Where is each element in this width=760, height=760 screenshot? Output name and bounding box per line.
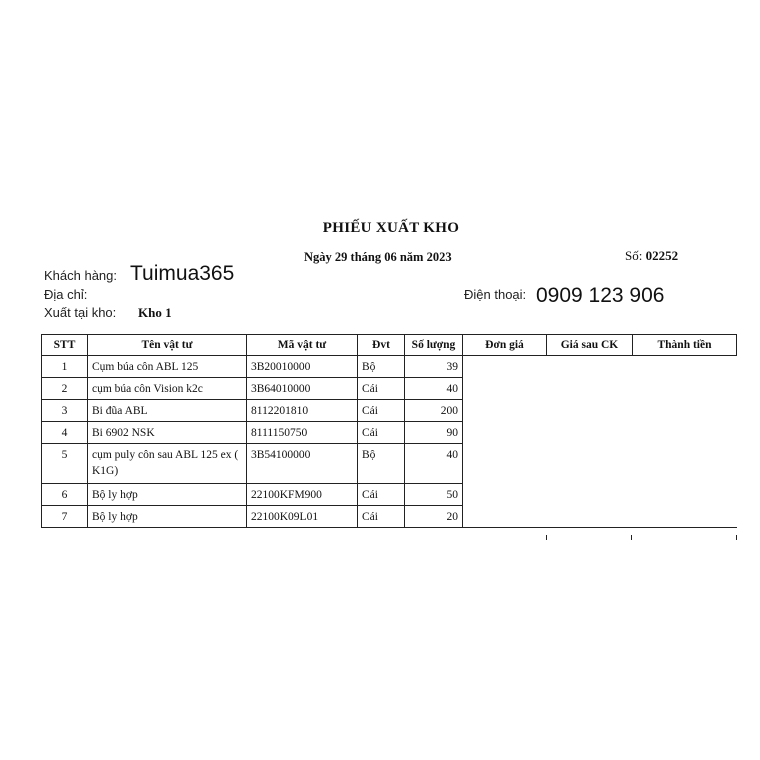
cell-price	[463, 444, 547, 484]
cell-discount-price	[547, 378, 633, 400]
cell-code: 8111150750	[247, 422, 358, 444]
cell-qty: 200	[405, 400, 463, 422]
column-tick-mark	[546, 535, 547, 540]
table-row	[42, 484, 737, 506]
header-total: Thành tiền	[633, 335, 737, 356]
header-name: Tên vật tư	[88, 335, 247, 356]
cell-stt: 7	[42, 506, 88, 528]
header-code: Mã vật tư	[247, 335, 358, 356]
cell-discount-price	[547, 400, 633, 422]
cell-code: 3B54100000	[247, 444, 358, 484]
cell-name: Bi 6902 NSK	[88, 422, 247, 444]
cell-price	[463, 484, 547, 506]
cell-discount-price	[547, 444, 633, 484]
cell-price	[463, 400, 547, 422]
items-table	[41, 334, 737, 528]
column-tick-mark	[631, 535, 632, 540]
cell-price	[463, 378, 547, 400]
cell-total	[633, 400, 737, 422]
address-label: Địa chỉ:	[44, 287, 88, 302]
cell-name: Bộ ly hợp	[88, 506, 247, 528]
document-number-label: Số:	[625, 248, 643, 263]
cell-total	[633, 356, 737, 378]
cell-stt: 1	[42, 356, 88, 378]
cell-total	[633, 506, 737, 528]
warehouse-label: Xuất tại kho:	[44, 305, 117, 320]
document-number-value: 02252	[645, 248, 679, 263]
table-row	[42, 506, 737, 528]
cell-unit: Cái	[358, 378, 405, 400]
header-qty: Số lượng	[405, 335, 463, 356]
cell-total	[633, 444, 737, 484]
cell-stt: 2	[42, 378, 88, 400]
warehouse-value: Kho 1	[138, 305, 172, 320]
table-row	[42, 444, 737, 484]
cell-unit: Bộ	[358, 356, 405, 378]
cell-price	[463, 506, 547, 528]
cell-discount-price	[547, 422, 633, 444]
cell-unit: Bộ	[358, 444, 405, 484]
table-row	[42, 356, 737, 378]
document-number	[625, 248, 678, 264]
cell-stt: 3	[42, 400, 88, 422]
cell-stt: 6	[42, 484, 88, 506]
cell-total	[633, 378, 737, 400]
header-stt: STT	[42, 335, 88, 356]
document-title: PHIẾU XUẤT KHO	[322, 220, 460, 236]
cell-name: Bộ ly hợp	[88, 484, 247, 506]
cell-unit: Cái	[358, 506, 405, 528]
cell-total	[633, 422, 737, 444]
cell-name: cụm búa côn Vision k2c	[88, 378, 247, 400]
cell-price	[463, 356, 547, 378]
phone-value: 0909 123 906	[536, 284, 665, 307]
cell-unit: Cái	[358, 484, 405, 506]
cell-discount-price	[547, 506, 633, 528]
table-row	[42, 400, 737, 422]
cell-unit: Cái	[358, 400, 405, 422]
cell-qty: 39	[405, 356, 463, 378]
cell-price	[463, 422, 547, 444]
cell-code: 3B64010000	[247, 378, 358, 400]
cell-code: 22100K09L01	[247, 506, 358, 528]
cell-discount-price	[547, 356, 633, 378]
cell-unit: Cái	[358, 422, 405, 444]
cell-discount-price	[547, 484, 633, 506]
cell-qty: 40	[405, 378, 463, 400]
cell-qty: 40	[405, 444, 463, 484]
cell-name: Cụm búa côn ABL 125	[88, 356, 247, 378]
customer-label: Khách hàng:	[44, 268, 118, 283]
phone-label: Điện thoại:	[464, 287, 527, 302]
cell-stt: 5	[42, 444, 88, 484]
cell-code: 22100KFM900	[247, 484, 358, 506]
header-discount-price: Giá sau CK	[547, 335, 633, 356]
header-price: Đơn giá	[463, 335, 547, 356]
table-header-row	[42, 335, 737, 356]
column-tick-mark	[736, 535, 737, 540]
table-row	[42, 378, 737, 400]
cell-qty: 90	[405, 422, 463, 444]
customer-value: Tuimua365	[130, 262, 235, 285]
cell-qty: 20	[405, 506, 463, 528]
cell-total	[633, 484, 737, 506]
table-row	[42, 422, 737, 444]
cell-code: 8112201810	[247, 400, 358, 422]
header-unit: Đvt	[358, 335, 405, 356]
cell-qty: 50	[405, 484, 463, 506]
cell-stt: 4	[42, 422, 88, 444]
cell-name: Bi đũa ABL	[88, 400, 247, 422]
cell-code: 3B20010000	[247, 356, 358, 378]
document-date: Ngày 29 tháng 06 năm 2023	[304, 250, 452, 264]
cell-name: cụm puly côn sau ABL 125 ex ( K1G)	[88, 444, 247, 484]
